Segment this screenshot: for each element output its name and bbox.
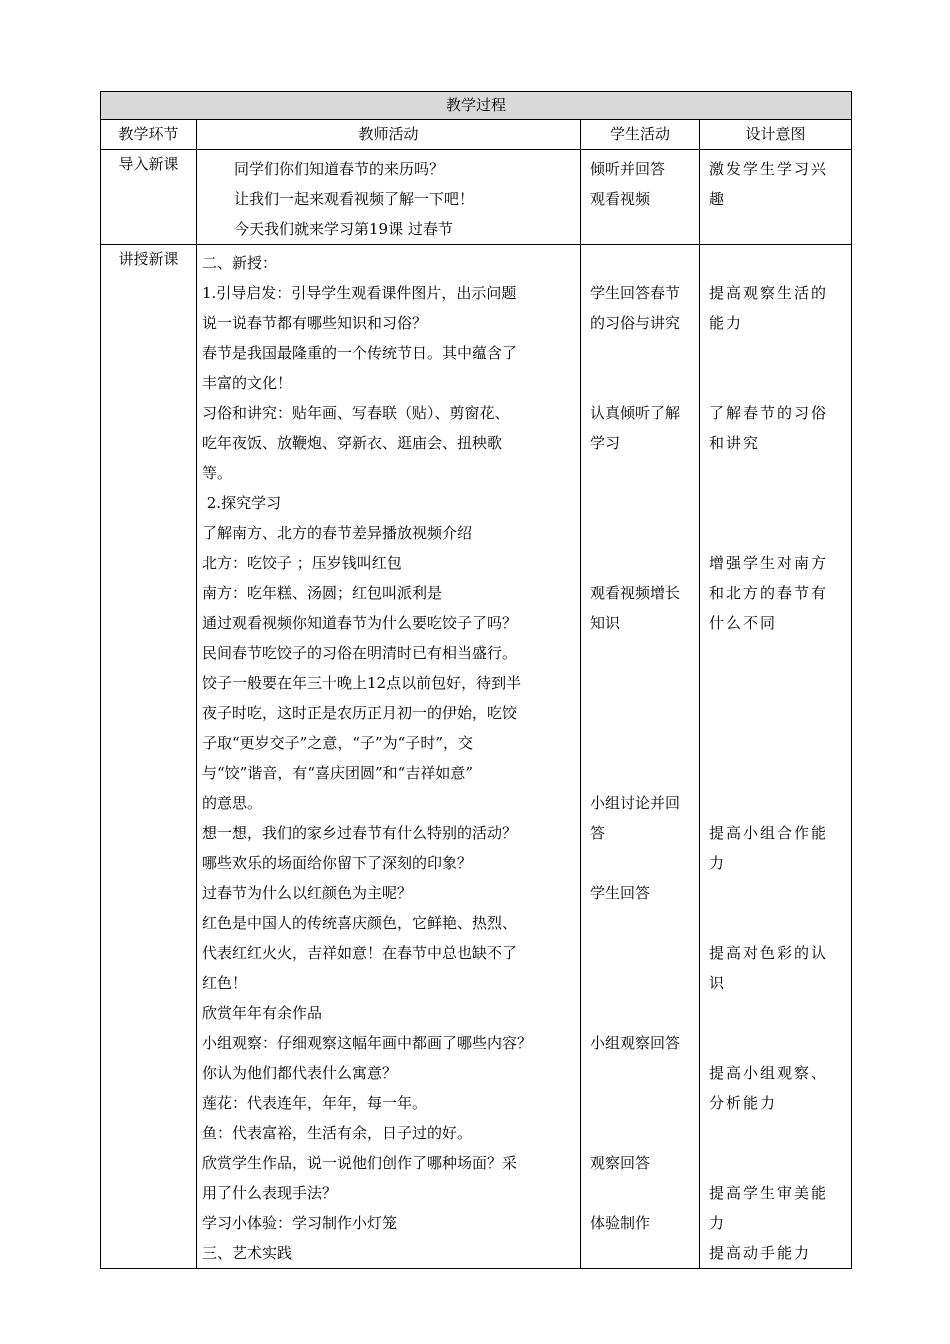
text-line: 力 [709, 1214, 727, 1232]
text-line [709, 788, 851, 818]
text-line: 了解春节的习俗 [709, 404, 829, 422]
text-line [590, 728, 699, 758]
text-line [590, 668, 699, 698]
text-line: 与“饺”谐音，有“喜庆团圆”和“吉祥如意” [202, 764, 474, 782]
text-line: 什么不同 [709, 614, 778, 632]
text-line: 1.引导启发：引导学生观看课件图片，出示问题 [202, 284, 517, 302]
text-line: 能力 [709, 314, 744, 332]
text-line [590, 518, 699, 548]
text-line [709, 878, 851, 908]
text-line: 用了什么表现手法？ [202, 1184, 338, 1202]
design-intent-new-lesson [700, 245, 852, 1269]
text-line [709, 488, 851, 518]
text-line [590, 968, 699, 998]
text-line: 提高对色彩的认 [709, 944, 829, 962]
text-line: 小组观察：仔细观察这幅年画中都画了哪些内容？ [202, 1034, 533, 1052]
text-line [590, 1178, 699, 1208]
text-line [709, 248, 851, 278]
text-line: 增强学生对南方 [709, 554, 829, 572]
student-activity-new-lesson [581, 245, 700, 1269]
text-line: 了解南方、北方的春节差异播放视频介绍 [202, 524, 473, 542]
column-header-teacher: 教师活动 [197, 120, 581, 150]
text-line [709, 338, 851, 368]
text-line: 等。 [202, 464, 233, 482]
table-title: 教学过程 [101, 92, 852, 120]
text-line: 北方：吃饺子 ；压岁钱叫红包 [202, 554, 402, 572]
table-row-new-lesson [101, 245, 852, 1269]
column-header-stage: 教学环节 [101, 120, 197, 150]
text-line: 学习小体验：学习制作小灯笼 [202, 1214, 398, 1232]
text-line: 和北方的春节有 [709, 584, 829, 602]
text-line [709, 728, 851, 758]
text-line: 学生回答 [590, 884, 651, 902]
text-line [709, 518, 851, 548]
text-line: 学生回答春节 [590, 284, 681, 302]
text-line [709, 458, 851, 488]
text-line: 哪些欢乐的场面给你留下了深刻的印象？ [202, 854, 473, 872]
text-line [709, 1118, 851, 1148]
text-line [709, 998, 851, 1028]
text-line: 提高小组观察、 [709, 1064, 829, 1082]
text-line: 南方：吃年糕、汤圆；红包叫派利是 [202, 584, 443, 602]
text-line: 的习俗与讲究 [590, 314, 681, 332]
text-line: 小组观察回答 [590, 1034, 681, 1052]
text-line: 知识 [590, 614, 621, 632]
text-line: 春节是我国最隆重的一个传统节日。其中蕴含了 [202, 344, 518, 362]
text-line [709, 368, 851, 398]
text-line: 过春节为什么以红颜色为主呢？ [202, 884, 413, 902]
text-line: 三、艺术实践 [202, 1244, 293, 1262]
text-line [590, 698, 699, 728]
text-line: 说一说春节都有哪些知识和习俗？ [202, 314, 428, 332]
text-line [590, 1118, 699, 1148]
text-line [590, 368, 699, 398]
text-line: 今天我们就来学习第19课 过春节 [234, 220, 453, 238]
text-line: 鱼：代表富裕，生活有余，日子过的好。 [202, 1124, 473, 1142]
text-line: 欣赏学生作品，说一说他们创作了哪种场面？采 [202, 1154, 518, 1172]
text-line [709, 908, 851, 938]
text-line [590, 488, 699, 518]
teaching-process-table [100, 91, 852, 1269]
table-row-intro [101, 150, 852, 245]
text-line: 提高观察生活的 [709, 284, 829, 302]
text-line: 红色是中国人的传统喜庆颜色，它鲜艳、热烈、 [202, 914, 518, 932]
stage-new-lesson: 讲授新课 [101, 245, 197, 1269]
text-line: 提高小组合作能 [709, 824, 829, 842]
student-activity-intro [581, 150, 700, 245]
text-line [709, 698, 851, 728]
stage-intro: 导入新课 [101, 150, 197, 245]
text-line: 丰富的文化！ [202, 374, 293, 392]
teacher-activity-intro [197, 150, 581, 245]
column-header-student: 学生活动 [581, 120, 700, 150]
text-line: 力 [709, 854, 727, 872]
text-line: 倾听并回答 [590, 160, 666, 178]
text-line: 吃年夜饭、放鞭炮、穿新衣、逛庙会、扭秧歌 [202, 434, 503, 452]
text-line [590, 248, 699, 278]
text-line: 趣 [709, 190, 727, 208]
text-line [590, 548, 699, 578]
text-line: 识 [709, 974, 727, 992]
text-line [590, 1238, 699, 1268]
text-line [590, 638, 699, 668]
text-line [709, 758, 851, 788]
text-line: 观看视频增长 [590, 584, 681, 602]
text-line: 莲花：代表连年，年年，每一年。 [202, 1094, 428, 1112]
text-line: 让我们一起来观看视频了解一下吧！ [234, 190, 475, 208]
text-line: 民间春节吃饺子的习俗在明清时已有相当盛行。 [202, 644, 518, 662]
text-line [590, 908, 699, 938]
text-line [709, 668, 851, 698]
text-line [590, 338, 699, 368]
text-line: 同学们你们知道春节的来历吗？ [234, 160, 445, 178]
text-line: 红色！ [202, 974, 248, 992]
text-line: 习俗和讲究：贴年画、写春联（贴）、剪窗花、 [202, 404, 510, 422]
text-line [590, 758, 699, 788]
text-line: 激发学生学习兴 [709, 160, 829, 178]
text-line: 你认为他们都代表什么寓意？ [202, 1064, 398, 1082]
text-line: 代表红红火火，吉祥如意！在春节中总也缺不了 [202, 944, 518, 962]
text-line: 提高动手能力 [709, 1244, 812, 1262]
design-intent-intro [700, 150, 852, 245]
teacher-activity-new-lesson [197, 245, 581, 1269]
text-line: 二、新授： [202, 254, 278, 272]
text-line [590, 1088, 699, 1118]
text-line [709, 1148, 851, 1178]
text-line [709, 638, 851, 668]
text-line [590, 458, 699, 488]
text-line: 观察回答 [590, 1154, 651, 1172]
text-line: 和讲究 [709, 434, 761, 452]
text-line: 提高学生审美能 [709, 1184, 829, 1202]
text-line: 欣赏年年有余作品 [202, 1004, 323, 1022]
column-header-design: 设计意图 [700, 120, 852, 150]
text-line: 的意思。 [202, 794, 263, 812]
text-line: 通过观看视频你知道春节为什么要吃饺子了吗？ [202, 614, 518, 632]
text-line [590, 938, 699, 968]
text-line: 子取“更岁交子”之意，“子”为“子时”，交 [202, 734, 474, 752]
text-line: 观看视频 [590, 190, 651, 208]
text-line [590, 998, 699, 1028]
text-line [590, 1058, 699, 1088]
text-line: 学习 [590, 434, 621, 452]
text-line: 夜子时吃，这时正是农历正月初一的伊始，吃饺 [202, 704, 518, 722]
text-line: 小组讨论并回 [590, 794, 681, 812]
text-line: 分析能力 [709, 1094, 778, 1112]
text-line: 2.探究学习 [202, 494, 282, 512]
text-line: 想一想，我们的家乡过春节有什么特别的活动？ [202, 824, 518, 842]
text-line: 答 [590, 824, 606, 842]
text-line [590, 848, 699, 878]
text-line: 体验制作 [590, 1214, 651, 1232]
text-line: 饺子一般要在年三十晚上12点以前包好，待到半 [202, 674, 522, 692]
text-line [709, 1028, 851, 1058]
text-line: 认真倾听了解 [590, 404, 681, 422]
